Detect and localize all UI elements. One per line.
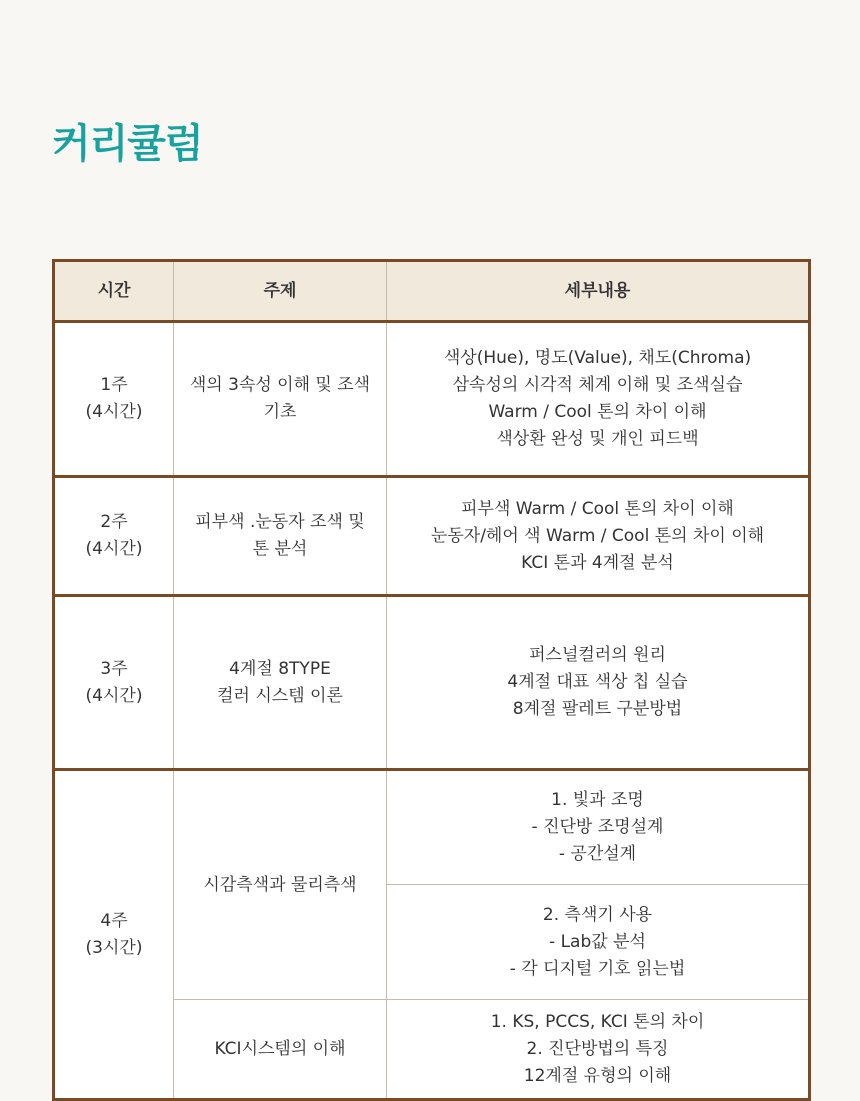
table-header-row xyxy=(54,261,810,322)
topic-line: 색의 3속성 이해 및 조색 xyxy=(189,375,371,395)
detail-line: 색상환 완성 및 개인 피드백 xyxy=(496,429,699,449)
details-cell xyxy=(387,596,810,770)
detail-line: - 각 디지털 기호 읽는법 xyxy=(509,958,686,979)
week-hours: (3시간) xyxy=(85,937,143,958)
week-cell xyxy=(54,477,174,596)
topic-line: KCI시스템의 이해 xyxy=(214,1038,346,1059)
detail-line: 퍼스널컬러의 원리 xyxy=(529,645,666,665)
week-label: 3주 xyxy=(100,658,128,679)
detail-line: - Lab값 분석 xyxy=(549,931,646,952)
details-cell xyxy=(387,770,810,885)
detail-line: KCI 톤과 4계절 분석 xyxy=(521,552,674,573)
topic-line: 컬러 시스템 이론 xyxy=(217,685,343,706)
week-label: 4주 xyxy=(100,910,128,931)
detail-line: 피부색 Warm / Cool 톤의 차이 이해 xyxy=(461,498,734,519)
week-hours: (4시간) xyxy=(85,402,143,422)
topic-cell xyxy=(174,596,387,770)
week-cell xyxy=(54,770,174,1100)
topic-line: 톤 분석 xyxy=(252,539,308,559)
topic-line: 4계절 8TYPE xyxy=(229,658,331,679)
details-cell xyxy=(387,477,810,596)
detail-line: 12계절 유형의 이해 xyxy=(523,1065,672,1086)
header-topic: 주제 xyxy=(174,261,387,322)
topic-line: 피부색 .눈동자 조색 및 xyxy=(195,512,365,532)
topic-cell xyxy=(174,1000,387,1100)
details-cell xyxy=(387,885,810,1000)
detail-line: 1. KS, PCCS, KCI 톤의 차이 xyxy=(490,1011,705,1032)
topic-cell xyxy=(174,322,387,477)
week-hours: (4시간) xyxy=(85,539,143,559)
details-cell xyxy=(387,1000,810,1100)
topic-cell xyxy=(174,770,387,1000)
detail-line: Warm / Cool 톤의 차이 이해 xyxy=(488,402,707,422)
header-time: 시간 xyxy=(54,261,174,322)
details-cell xyxy=(387,322,810,477)
week-label: 1주 xyxy=(100,375,128,395)
topic-line: 시감측색과 물리측색 xyxy=(203,874,357,895)
week-hours: (4시간) xyxy=(85,685,143,706)
page-title: 커리큘럼 xyxy=(52,121,203,167)
detail-line: - 진단방 조명설계 xyxy=(531,817,664,837)
detail-line: 삼속성의 시각적 체계 이해 및 조색실습 xyxy=(452,375,743,395)
curriculum-table xyxy=(52,259,811,1101)
detail-line: 8계절 팔레트 구분방법 xyxy=(512,699,683,719)
table-row-week-3 xyxy=(54,596,810,770)
detail-line: 1. 빛과 조명 xyxy=(551,790,644,810)
detail-line: 색상(Hue), 명도(Value), 채도(Chroma) xyxy=(443,348,752,368)
table-row-week-2 xyxy=(54,477,810,596)
detail-line: 2. 진단방법의 특징 xyxy=(526,1038,669,1059)
detail-line: 4계절 대표 색상 칩 실습 xyxy=(507,672,688,692)
detail-line: 눈동자/헤어 색 Warm / Cool 톤의 차이 이해 xyxy=(430,525,765,546)
table-row-week-4 xyxy=(54,770,810,885)
topic-cell xyxy=(174,477,387,596)
week-cell xyxy=(54,322,174,477)
detail-line: - 공간설계 xyxy=(558,844,637,864)
week-label: 2주 xyxy=(100,512,128,532)
table-row-week-1 xyxy=(54,322,810,477)
header-details: 세부내용 xyxy=(387,261,810,322)
detail-line: 2. 측색기 사용 xyxy=(542,904,653,925)
week-cell xyxy=(54,596,174,770)
topic-line: 기초 xyxy=(263,402,297,422)
